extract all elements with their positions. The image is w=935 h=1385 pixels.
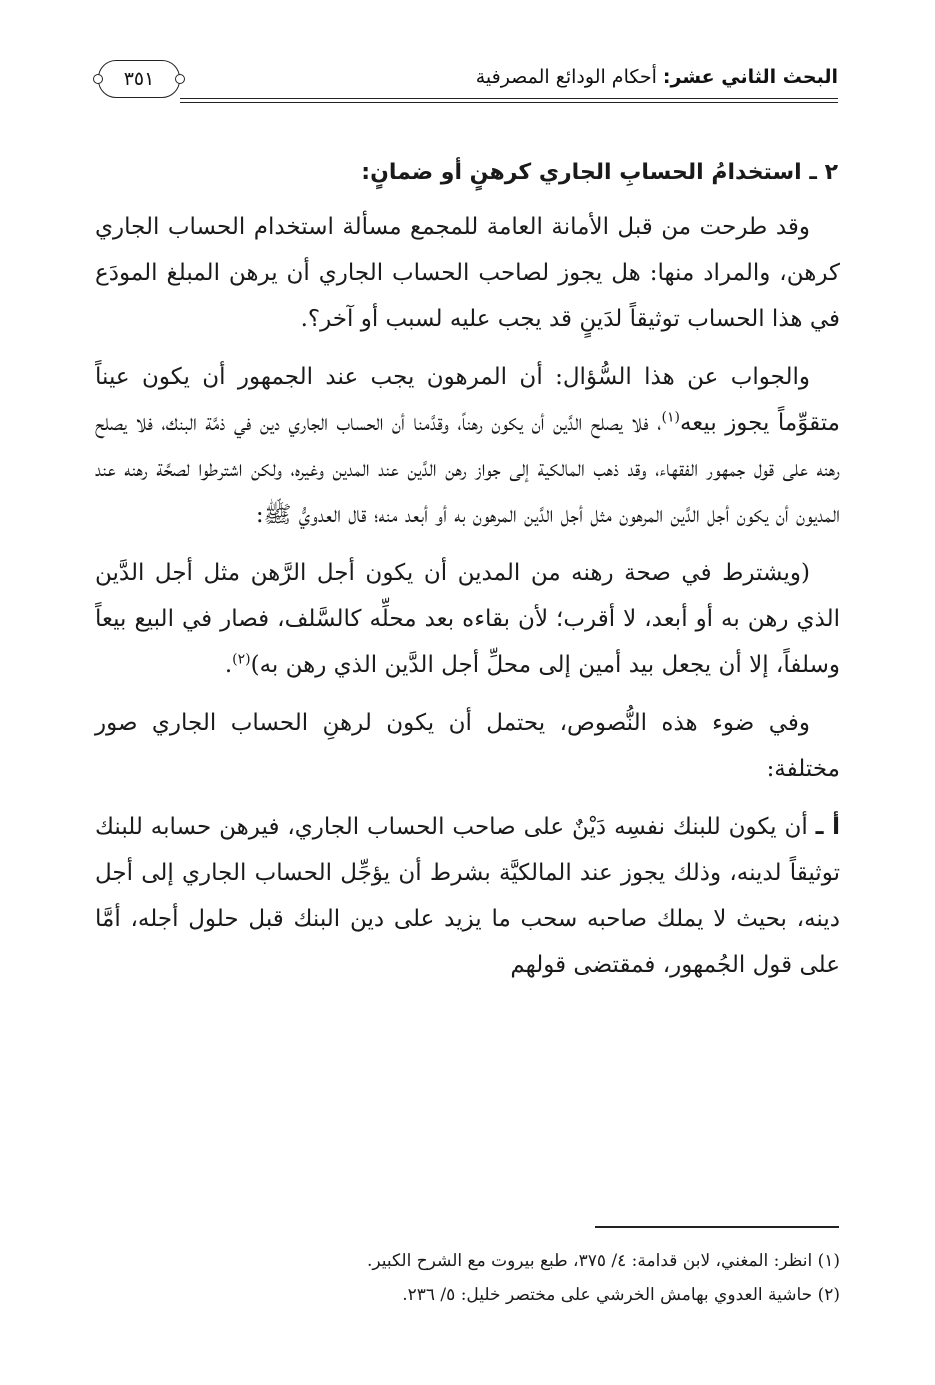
running-header-title [476, 66, 838, 88]
footnotes [95, 1244, 840, 1312]
quotation-paragraph [95, 550, 840, 688]
header-rule [180, 98, 838, 99]
header-rule [180, 102, 838, 103]
header-title-bold: البحث الثاني عشر: [662, 66, 838, 88]
footnote-separator [595, 1226, 839, 1228]
page-number: ٣٥١ [123, 68, 155, 90]
paragraph [95, 204, 840, 342]
paragraph-text: أن يكون للبنك نفسِه دَيْنٌ على صاحب الحساب الجاري، فيرهن حسابه للبنك توثيقاً لدينه، وذلك يجوز عند المالكيَّة بشرط أن يؤجِّل الحساب الجاري إلى أجل دينه، بحيث لا يملك صاحبه سحب ما يزيد على دين البنك قبل حلول أجله، أمَّا على قول الجُمهور، فمقتضى قولهم [95, 814, 840, 978]
footnote: (٢) حاشية العدوي بهامش الخرشي على مختصر خليل: ٥/ ٢٣٦. [402, 1285, 840, 1305]
footnote-reference: (٢) [232, 651, 251, 668]
header-title-rest: أحكام الودائع المصرفية [475, 66, 663, 88]
footnote-reference: (١) [661, 409, 680, 426]
page-number-badge [98, 60, 180, 98]
running-header [98, 54, 838, 104]
paragraph-text: وقد طرحت من قبل الأمانة العامة للمجمع مسألة استخدام الحساب الجاري كرهن، والمراد منها: هل يجوز لصاحب الحساب الجاري أن يرهن المبلغ المودَع في هذا الحساب توثيقاً لدَينٍ قد يجب عليه لسبب أو آخر؟. [95, 214, 840, 332]
paragraph [95, 700, 840, 792]
footnote: (١) انظر: المغني، لابن قدامة: ٤/ ٣٧٥، طبع بيروت مع الشرح الكبير. [366, 1251, 840, 1271]
section-heading: ٢ ـ استخدامُ الحسابِ الجاري كرهنٍ أو ضمانٍ: [361, 160, 838, 185]
paragraph-text: والجواب عن هذا السُّؤال: أن المرهون يجب عند الجمهور أن يكون عيناً متقوِّماً يجوز بيعه [95, 364, 840, 436]
quotation-text: (ويشترط في صحة رهنه من المدين أن يكون أجل الرَّهن مثل أجل الدَّين الذي رهن به أو أبعد، لا أقرب؛ لأن بقاءه بعد محلِّه كالسَّلف، فصار في البيع بيعاً وسلفاً، إلا أن يجعل بيد أمين إلى محلِّ أجل الدَّين الذي رهن به) [95, 560, 840, 678]
list-item [95, 804, 840, 988]
paragraph-text: وفي ضوء هذه النُّصوص، يحتمل أن يكون لرهنِ الحساب الجاري صور مختلفة: [95, 710, 840, 782]
closing-period: . [224, 652, 233, 678]
list-marker: أ ـ [815, 814, 840, 840]
paragraph [95, 354, 840, 538]
body-text [95, 150, 840, 1000]
paragraph-text: ، فلا يصلح الدَّين أن يكون رهناً، وقدَّمنا أن الحساب الجاري دين في ذمَّة البنك، فلا يصلح رهنه على قول جمهور الفقهاء، وقد ذهب المالكية إلى جواز رهن الدَّين عند المدين وغيره، ولكن اشترطوا لصحَّة رهنه عند المديون أن يكون أجل الدَّين المرهون مثل أجل الدَّين المرهون به أو أبعد منه؛ قال العدويُّ ﷺ: [95, 410, 840, 528]
